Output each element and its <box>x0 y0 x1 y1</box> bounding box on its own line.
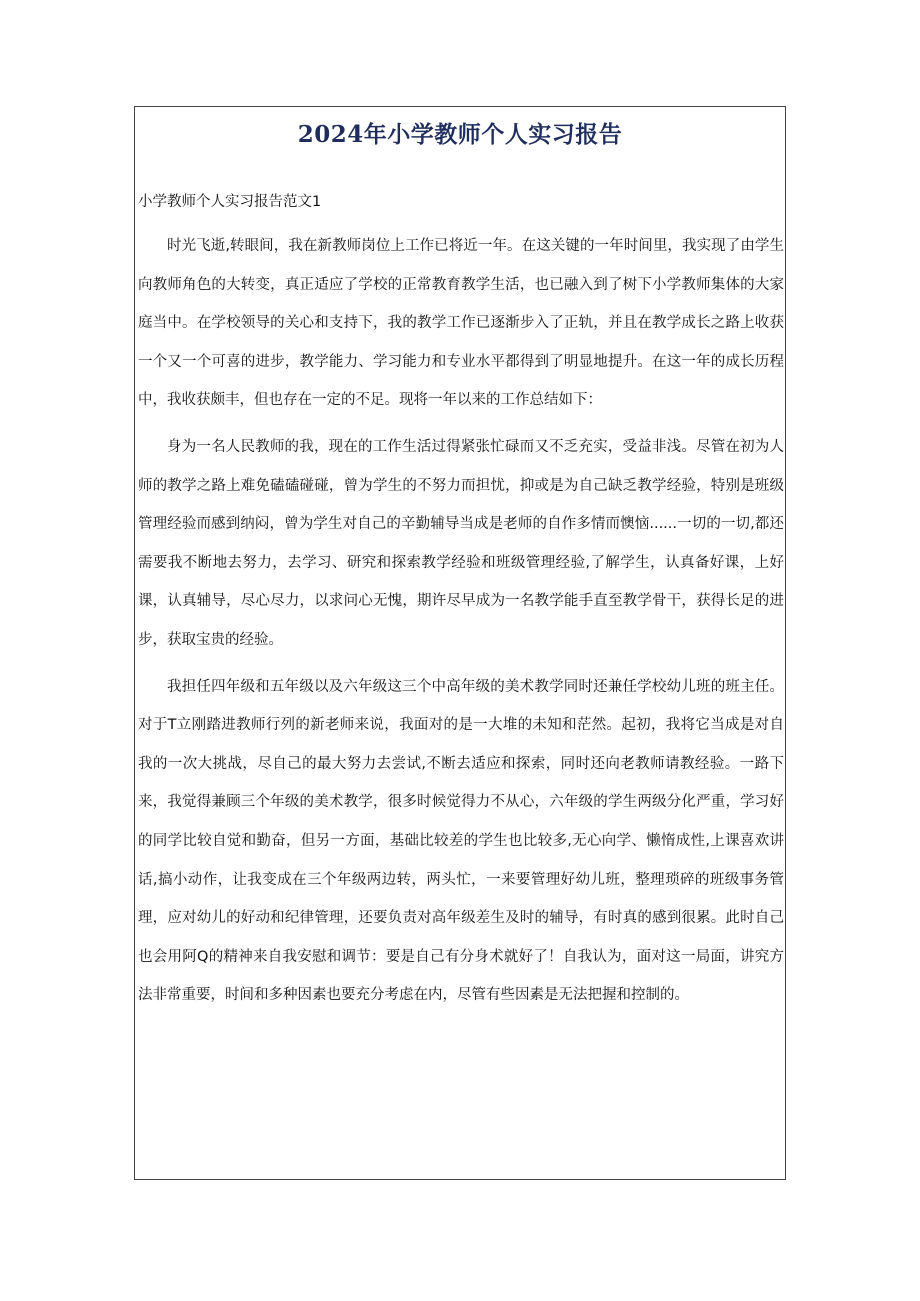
paragraph-2: 身为一名人民教师的我，现在的工作生活过得紧张忙碌而又不乏充实，受益非浅。尽管在初为人师的教学之路上难免磕磕碰碰，曾为学生的不努力而担忧，抑或是为自己缺乏教学经验，特别是班级管理经验而感到纳闷，曾为学生对自己的辛勤辅导当成是老师的自作多情而懊恼......一切的一切,都还需要我不断地去努力，去学习、研究和探索教学经验和班级管理经验,了解学生，认真备好课，上好课，认真辅导，尽心尽力，以求问心无愧，期许尽早成为一名教学能手直至教学骨干，获得长足的进步，获取宝贵的经验。 <box>138 438 784 648</box>
document-subtitle: 小学教师个人实习报告范文1 <box>138 194 322 210</box>
document-body <box>138 227 784 1023</box>
paragraph-1: 时光飞逝,转眼间，我在新教师岗位上工作已将近一年。在这关键的一年时间里，我实现了由学生向教师角色的大转变，真正适应了学校的正常教育教学生活，也已融入到了树下小学教师集体的大家庭当中。在学校领导的关心和支持下，我的教学工作已逐渐步入了正轨，并且在教学成长之路上收获一个又一个可喜的进步，教学能力、学习能力和专业水平都得到了明显地提升。在这一年的成长历程中，我收获颇丰，但也存在一定的不足。现将一年以来的工作总结如下： <box>138 238 784 409</box>
paragraph-3: 我担任四年级和五年级以及六年级这三个中高年级的美术教学同时还兼任学校幼儿班的班主任。对于T立刚踏进教师行列的新老师来说，我面对的是一大堆的未知和茫然。起初，我将它当成是对自我的一次大挑战，尽自己的最大努力去尝试,不断去适应和探索，同时还向老教师请教经验。一路下来，我觉得兼顾三个年级的美术教学，很多时候觉得力不从心，六年级的学生两级分化严重，学习好的同学比较自觉和勤奋，但另一方面，基础比较差的学生也比较多,无心向学、懒惰成性,上课喜欢讲话,搞小动作，让我变成在三个年级两边转，两头忙，一来要管理好幼儿班，整理琐碎的班级事务管理，应对幼儿的好动和纪律管理，还要负责对高年级差生及时的辅导，有时真的感到很累。此时自己也会用阿Q的精神来自我安慰和调节：要是自己有分身术就好了！自我认为，面对这一局面，讲究方法非常重要，时间和多种因素也要充分考虑在内，尽管有些因素是无法把握和控制的。 <box>138 678 784 1004</box>
document-title: 2024年小学教师个人实习报告 <box>297 121 623 148</box>
